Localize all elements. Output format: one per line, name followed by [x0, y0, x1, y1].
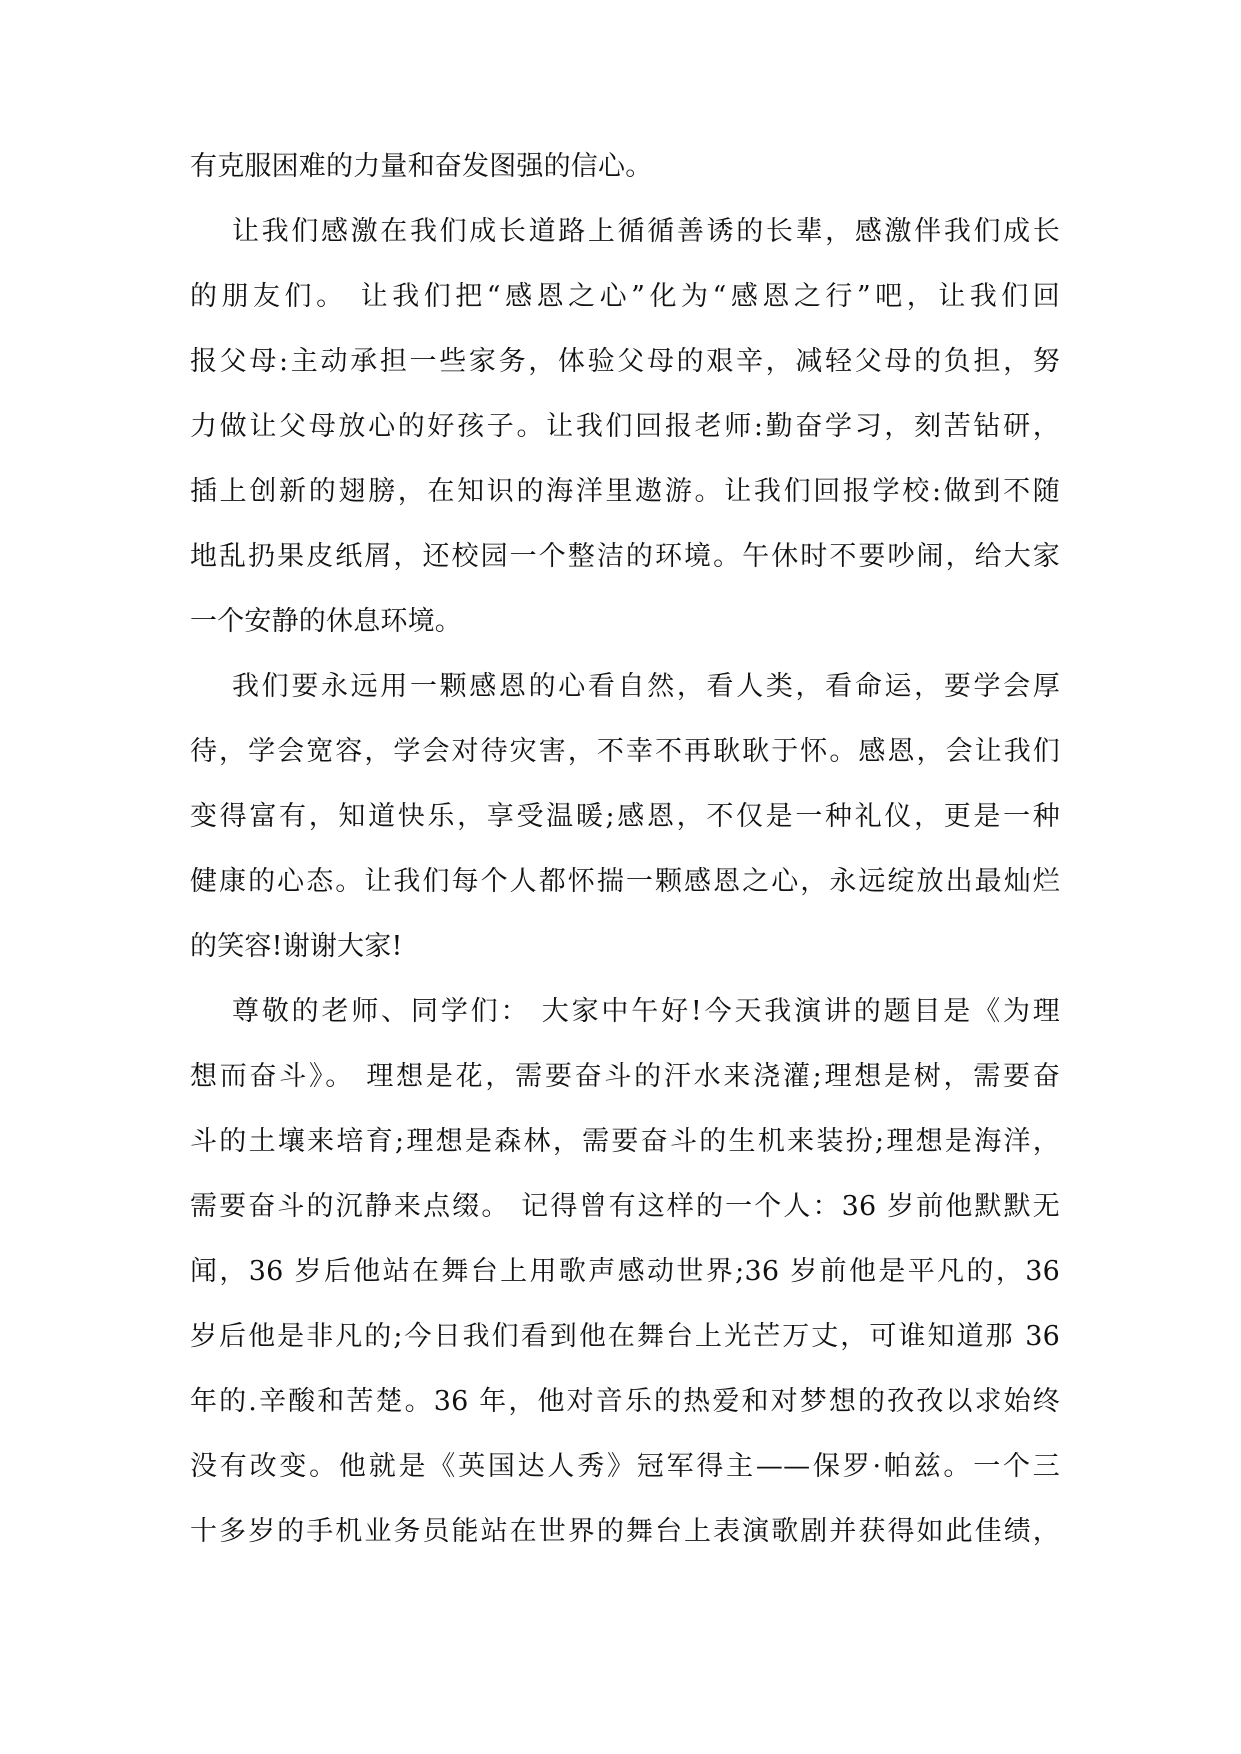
text-line: 一个安静的休息环境。 [190, 606, 462, 637]
text-line: 需要奋斗的沉静来点缀。 记得曾有这样的一个人：36 岁前他默默无 [190, 1191, 1060, 1222]
text-line: 力做让父母放心的好孩子。让我们回报老师:勤奋学习，刻苦钻研， [190, 411, 1060, 442]
text-line: 十多岁的手机业务员能站在世界的舞台上表演歌剧并获得如此佳绩， [190, 1516, 1060, 1547]
text-line: 年的.辛酸和苦楚。36 年，他对音乐的热爱和对梦想的孜孜以求始终 [190, 1386, 1060, 1417]
text-line: 斗的土壤来培育;理想是森林，需要奋斗的生机来装扮;理想是海洋， [190, 1126, 1060, 1157]
text-line: 有克服困难的力量和奋发图强的信心。 [190, 151, 653, 182]
text-line: 插上创新的翅膀，在知识的海洋里遨游。让我们回报学校:做到不随 [190, 476, 1060, 507]
text-line: 没有改变。他就是《英国达人秀》冠军得主——保罗·帕兹。一个三 [190, 1451, 1060, 1482]
text-line: 尊敬的老师、同学们： 大家中午好!今天我演讲的题目是《为理 [232, 996, 1060, 1027]
text-line: 闻，36 岁后他站在舞台上用歌声感动世界;36 岁前他是平凡的，36 [190, 1256, 1060, 1287]
text-line: 岁后他是非凡的;今日我们看到他在舞台上光芒万丈，可谁知道那 36 [190, 1321, 1060, 1352]
text-line: 让我们感激在我们成长道路上循循善诱的长辈，感激伴我们成长 [232, 216, 1060, 247]
text-line: 地乱扔果皮纸屑，还校园一个整洁的环境。午休时不要吵闹，给大家 [190, 541, 1060, 572]
text-line: 健康的心态。让我们每个人都怀揣一颗感恩之心，永远绽放出最灿烂 [190, 866, 1060, 897]
text-line: 报父母:主动承担一些家务，体验父母的艰辛，减轻父母的负担，努 [190, 346, 1060, 377]
text-line: 变得富有，知道快乐，享受温暖;感恩，不仅是一种礼仪，更是一种 [190, 801, 1060, 832]
text-line: 想而奋斗》。 理想是花，需要奋斗的汗水来浇灌;理想是树，需要奋 [190, 1061, 1060, 1092]
text-line: 的朋友们。 让我们把“感恩之心”化为“感恩之行”吧，让我们回 [190, 281, 1060, 312]
text-line: 待，学会宽容，学会对待灾害，不幸不再耿耿于怀。感恩，会让我们 [190, 736, 1060, 767]
text-line: 我们要永远用一颗感恩的心看自然，看人类，看命运，要学会厚 [232, 671, 1060, 702]
text-line: 的笑容!谢谢大家! [190, 931, 403, 962]
